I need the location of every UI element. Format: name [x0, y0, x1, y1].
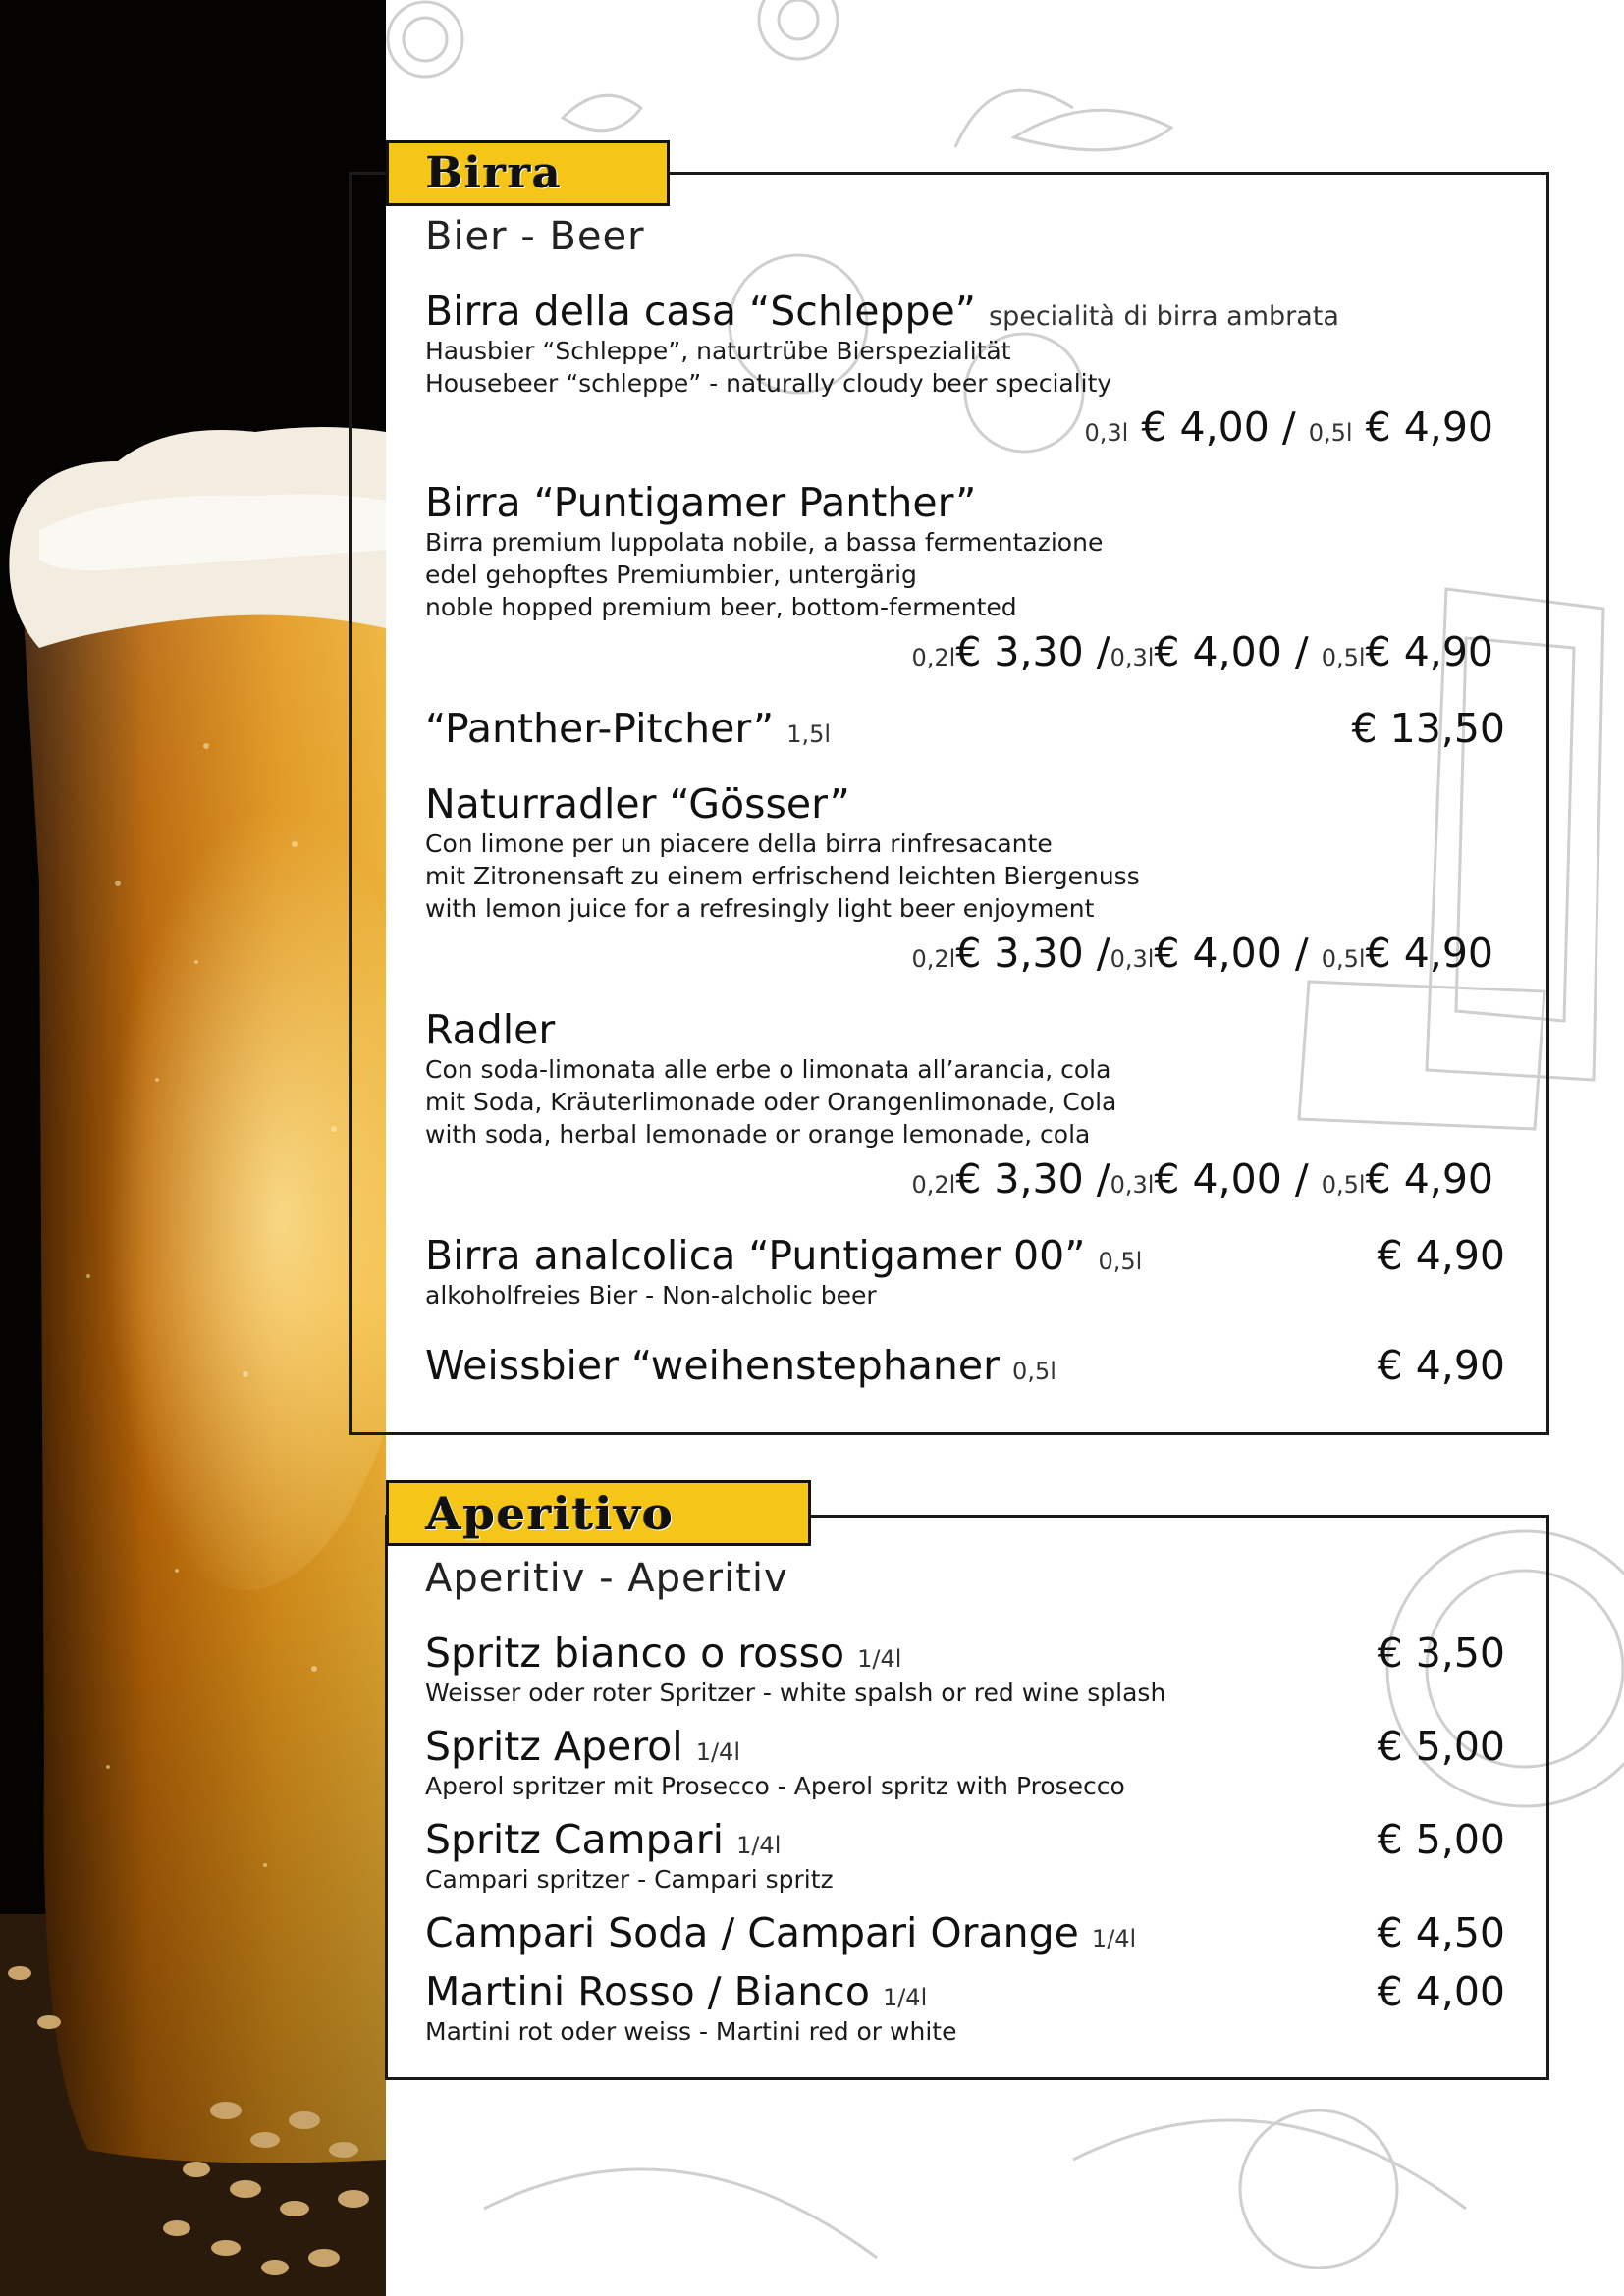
menu-item: [425, 1816, 1505, 1895]
item-size: 0,5l: [1098, 1248, 1143, 1275]
section-tab-birra: [386, 140, 670, 206]
item-desc: Con soda-limonata alle erbe o limonata all’arancia, cola: [425, 1055, 1111, 1084]
menu-item: [425, 1909, 1505, 1958]
item-price: € 4,00: [1377, 1968, 1505, 2015]
item-name: Martini Rosso / Bianco: [425, 1968, 870, 2015]
item-price: € 5,00: [1377, 1723, 1505, 1770]
item-price: € 13,50: [1351, 705, 1505, 752]
item-desc: Housebeer “schleppe” - naturally cloudy beer speciality: [425, 369, 1112, 398]
item-desc: edel gehopftes Premiumbier, untergärig: [425, 561, 917, 589]
item-price: € 4,50: [1377, 1909, 1505, 1956]
menu-item: [425, 1723, 1505, 1801]
menu-item: [425, 780, 1505, 977]
item-size: 1/4l: [857, 1645, 902, 1673]
item-desc: Con limone per un piacere della birra rinfresacante: [425, 829, 1053, 858]
item-size: 1/4l: [1091, 1925, 1137, 1952]
item-price: € 3,50: [1377, 1629, 1505, 1677]
item-size: 1/4l: [736, 1832, 782, 1859]
item-prices: 0,2l€ 3,30 /0,3l€ 4,00 / 0,5l€ 4,90: [911, 628, 1493, 675]
section-tab-aperitivo: [386, 1480, 811, 1546]
beer-glass-photo: [0, 0, 386, 2296]
item-prices: 0,2l€ 3,30 /0,3l€ 4,00 / 0,5l€ 4,90: [911, 1155, 1493, 1202]
menu-item: [425, 1342, 1505, 1401]
item-name: Birra “Puntigamer Panther”: [425, 479, 977, 526]
item-size: 1,5l: [786, 721, 832, 748]
item-name: Radler: [425, 1006, 556, 1053]
item-desc: Weisser oder roter Spritzer - white spalsh or red wine splash: [425, 1679, 1166, 1707]
section-title: Birra: [426, 148, 563, 198]
item-desc: Birra premium luppolata nobile, a bassa fermentazione: [425, 528, 1104, 557]
item-desc: with lemon juice for a refresingly light beer enjoyment: [425, 894, 1095, 923]
item-name: Spritz bianco o rosso: [425, 1629, 845, 1677]
item-name: Birra della casa “Schleppe”: [425, 288, 976, 335]
menu-item: [425, 1629, 1505, 1708]
item-desc: Martini rot oder weiss - Martini red or white: [425, 2017, 957, 2046]
item-name: “Panther-Pitcher”: [425, 705, 775, 752]
section-subtitle: Bier - Beer: [425, 214, 645, 259]
item-name: Naturradler “Gösser”: [425, 780, 850, 828]
item-desc: with soda, herbal lemonade or orange lemonade, cola: [425, 1120, 1091, 1148]
item-desc: mit Zitronensaft zu einem erfrischend leichten Biergenuss: [425, 862, 1140, 890]
section-title: Aperitivo: [426, 1486, 675, 1540]
item-name: Campari Soda / Campari Orange: [425, 1909, 1079, 1956]
item-name: Spritz Aperol: [425, 1723, 683, 1770]
item-price: € 5,00: [1377, 1816, 1505, 1863]
menu-item: [425, 1006, 1505, 1202]
item-note: specialità di birra ambrata: [989, 301, 1339, 332]
menu-item: [425, 705, 1505, 764]
item-price: € 4,90: [1377, 1342, 1505, 1389]
item-desc: Campari spritzer - Campari spritz: [425, 1865, 834, 1894]
item-desc: noble hopped premium beer, bottom-fermented: [425, 593, 1017, 621]
item-desc: alkoholfreies Bier - Non-alcholic beer: [425, 1281, 877, 1309]
item-price: € 4,90: [1377, 1232, 1505, 1279]
item-desc: mit Soda, Kräuterlimonade oder Orangenlimonade, Cola: [425, 1088, 1117, 1116]
item-desc: Aperol spritzer mit Prosecco - Aperol spritz with Prosecco: [425, 1772, 1125, 1800]
item-prices: 0,2l€ 3,30 /0,3l€ 4,00 / 0,5l€ 4,90: [911, 930, 1493, 977]
menu-item: [425, 479, 1505, 675]
item-size: 0,5l: [1012, 1358, 1056, 1385]
item-desc: Hausbier “Schleppe”, naturtrübe Bierspezialität: [425, 337, 1011, 365]
menu-item: [425, 288, 1505, 451]
item-name: Weissbier “weihenstephaner: [425, 1342, 1000, 1389]
menu-item: [425, 1968, 1505, 2047]
menu-item: [425, 1232, 1505, 1310]
section-subtitle: Aperitiv - Aperitiv: [425, 1556, 788, 1601]
item-name: Spritz Campari: [425, 1816, 725, 1863]
item-name: Birra analcolica “Puntigamer 00”: [425, 1232, 1086, 1279]
item-size: 1/4l: [695, 1738, 740, 1766]
item-size: 1/4l: [882, 1984, 928, 2011]
item-prices: 0,3l € 4,00 / 0,5l € 4,90: [1084, 403, 1493, 451]
